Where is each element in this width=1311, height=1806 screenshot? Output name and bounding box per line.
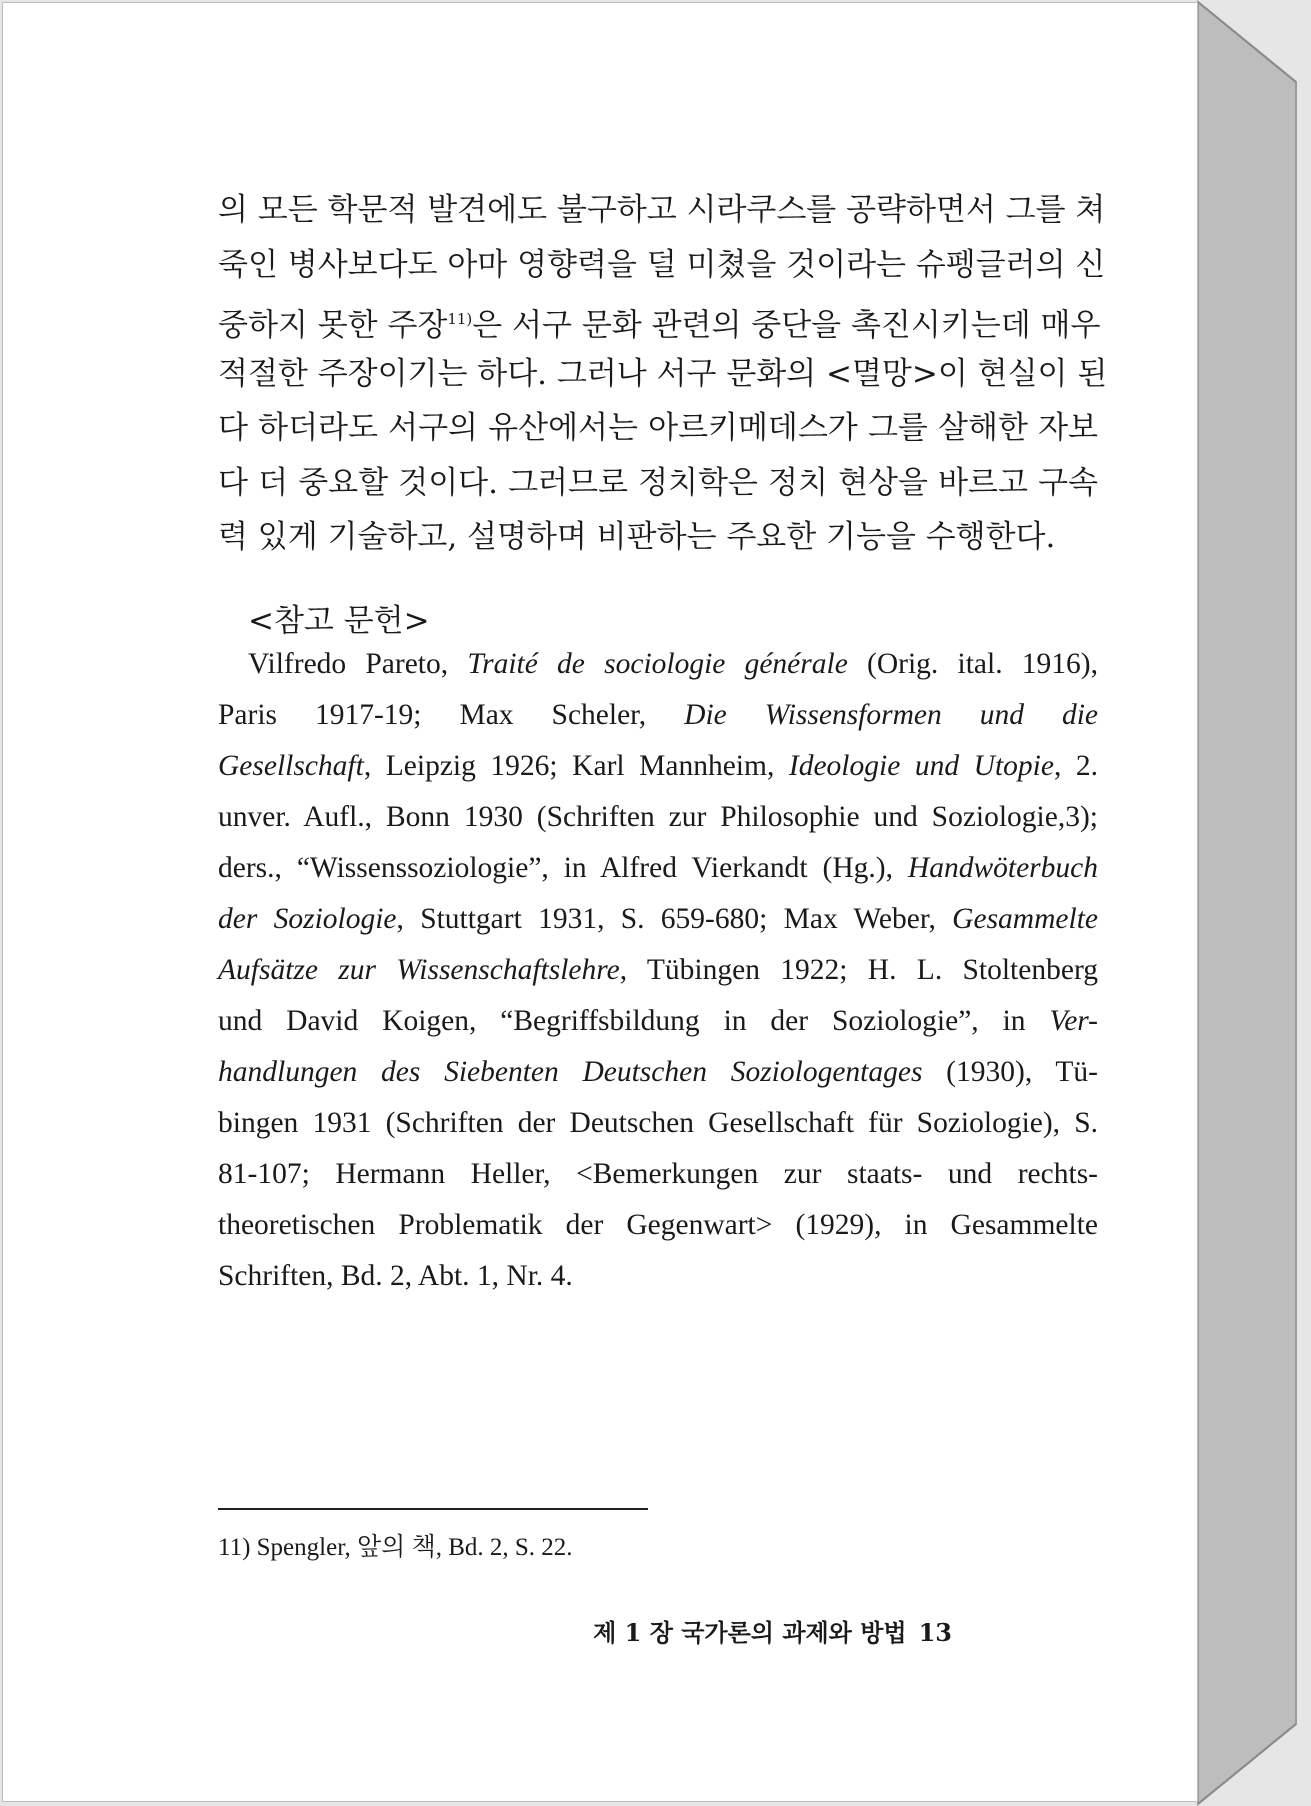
- body-line: 력 있게 기술하고, 설명하며 비판하는 주요한 기능을 수행한다.: [218, 519, 1056, 555]
- ref-text: , Leipzig 1926; Karl Mannheim,: [363, 750, 789, 782]
- reference-line: unver. Aufl., Bonn 1930 (Schriften zur Philosophie und Soziologie,3);: [218, 801, 1098, 833]
- references-heading: <참고 문헌>: [248, 603, 430, 639]
- ref-text: ders., “Wissenssoziologie”, in Alfred Vierkandt (Hg.),: [218, 852, 908, 884]
- running-footer: [593, 1613, 952, 1648]
- ref-title: der Soziologie: [218, 903, 397, 935]
- reference-line: Schriften, Bd. 2, Abt. 1, Nr. 4.: [218, 1260, 573, 1292]
- body-line: 적절한 주장이기는 하다. 그러나 서구 문화의 <멸망>이 현실이 된: [218, 355, 1108, 392]
- reference-line: theoretischen Problematik der Gegenwart> (1929), in Gesammelte: [218, 1209, 1098, 1241]
- ref-text: , Tübingen 1922; H. L. Stoltenberg: [619, 954, 1098, 986]
- body-line: 의 모든 학문적 발견에도 불구하고 시라쿠스를 공략하면서 그를 쳐: [218, 192, 1106, 228]
- ref-title: Gesammelte: [952, 903, 1098, 935]
- body-line: 죽인 병사보다도 아마 영향력을 덜 미쳤을 것이라는 슈펭글러의 신: [218, 246, 1106, 283]
- reference-line: 81-107; Hermann Heller, <Bemerkungen zur staats- und rechts-: [218, 1158, 1098, 1190]
- body-line-part: 중하지 못한 주장: [218, 307, 448, 344]
- reference-line: bingen 1931 (Schriften der Deutschen Gesellschaft für Soziologie), S.: [218, 1107, 1098, 1139]
- ref-title: Traité de sociologie générale: [467, 648, 848, 680]
- body-paragraph: [218, 183, 1108, 565]
- ref-text: Paris 1917-19; Max Scheler,: [218, 699, 685, 731]
- footnote-divider: [218, 1508, 648, 1510]
- document-page: [2, 2, 1198, 1802]
- body-line: 다 더 중요할 것이다. 그러므로 정치학은 정치 현상을 바르고 구속: [218, 464, 1098, 501]
- ref-text: Vilfredo Pareto,: [248, 648, 468, 680]
- footnote-marker[interactable]: 11): [447, 310, 473, 328]
- ref-text: , 2.: [1053, 750, 1099, 782]
- reference-line: [218, 843, 1098, 894]
- ref-title: Ver-: [1049, 1005, 1098, 1037]
- ref-text: (1930), Tü-: [922, 1056, 1098, 1088]
- footnote: 11) Spengler, 앞의 책, Bd. 2, S. 22.: [218, 1534, 573, 1561]
- reference-line: [218, 996, 1098, 1047]
- ref-title: Ideologie und Utopie: [788, 750, 1054, 782]
- ref-title: Gesellschaft: [218, 750, 364, 782]
- reference-line: [218, 741, 1098, 792]
- body-line: 다 하더라도 서구의 유산에서는 아르키메데스가 그를 살해한 자보: [218, 410, 1098, 446]
- reference-line: [218, 945, 1098, 996]
- reference-line: [218, 690, 1098, 741]
- reference-line: [218, 639, 1098, 690]
- ref-text: (Orig. ital. 1916),: [847, 648, 1098, 680]
- reference-line: [218, 1047, 1098, 1098]
- ref-text: und David Koigen, “Begriffsbildung in der Soziologie”, in: [218, 1005, 1050, 1037]
- ref-title: Handwöterbuch: [907, 852, 1098, 884]
- ref-text: , Stuttgart 1931, S. 659-680; Max Weber,: [396, 903, 953, 935]
- body-line: [218, 292, 1101, 347]
- chapter-title: 제 1 장 국가론의 과제와 방법: [593, 1618, 907, 1647]
- references-list: [218, 639, 1098, 1302]
- reference-line: [218, 894, 1098, 945]
- ref-title: Aufsätze zur Wissenschaftslehre: [218, 954, 620, 986]
- page-number: 13: [918, 1618, 952, 1647]
- ref-title: Die Wissensformen und die: [684, 699, 1098, 731]
- body-line-part: 은 서구 문화 관련의 중단을 촉진시키는데 매우: [472, 307, 1101, 344]
- ref-title: handlungen des Siebenten Deutschen Soziologentages: [218, 1056, 923, 1088]
